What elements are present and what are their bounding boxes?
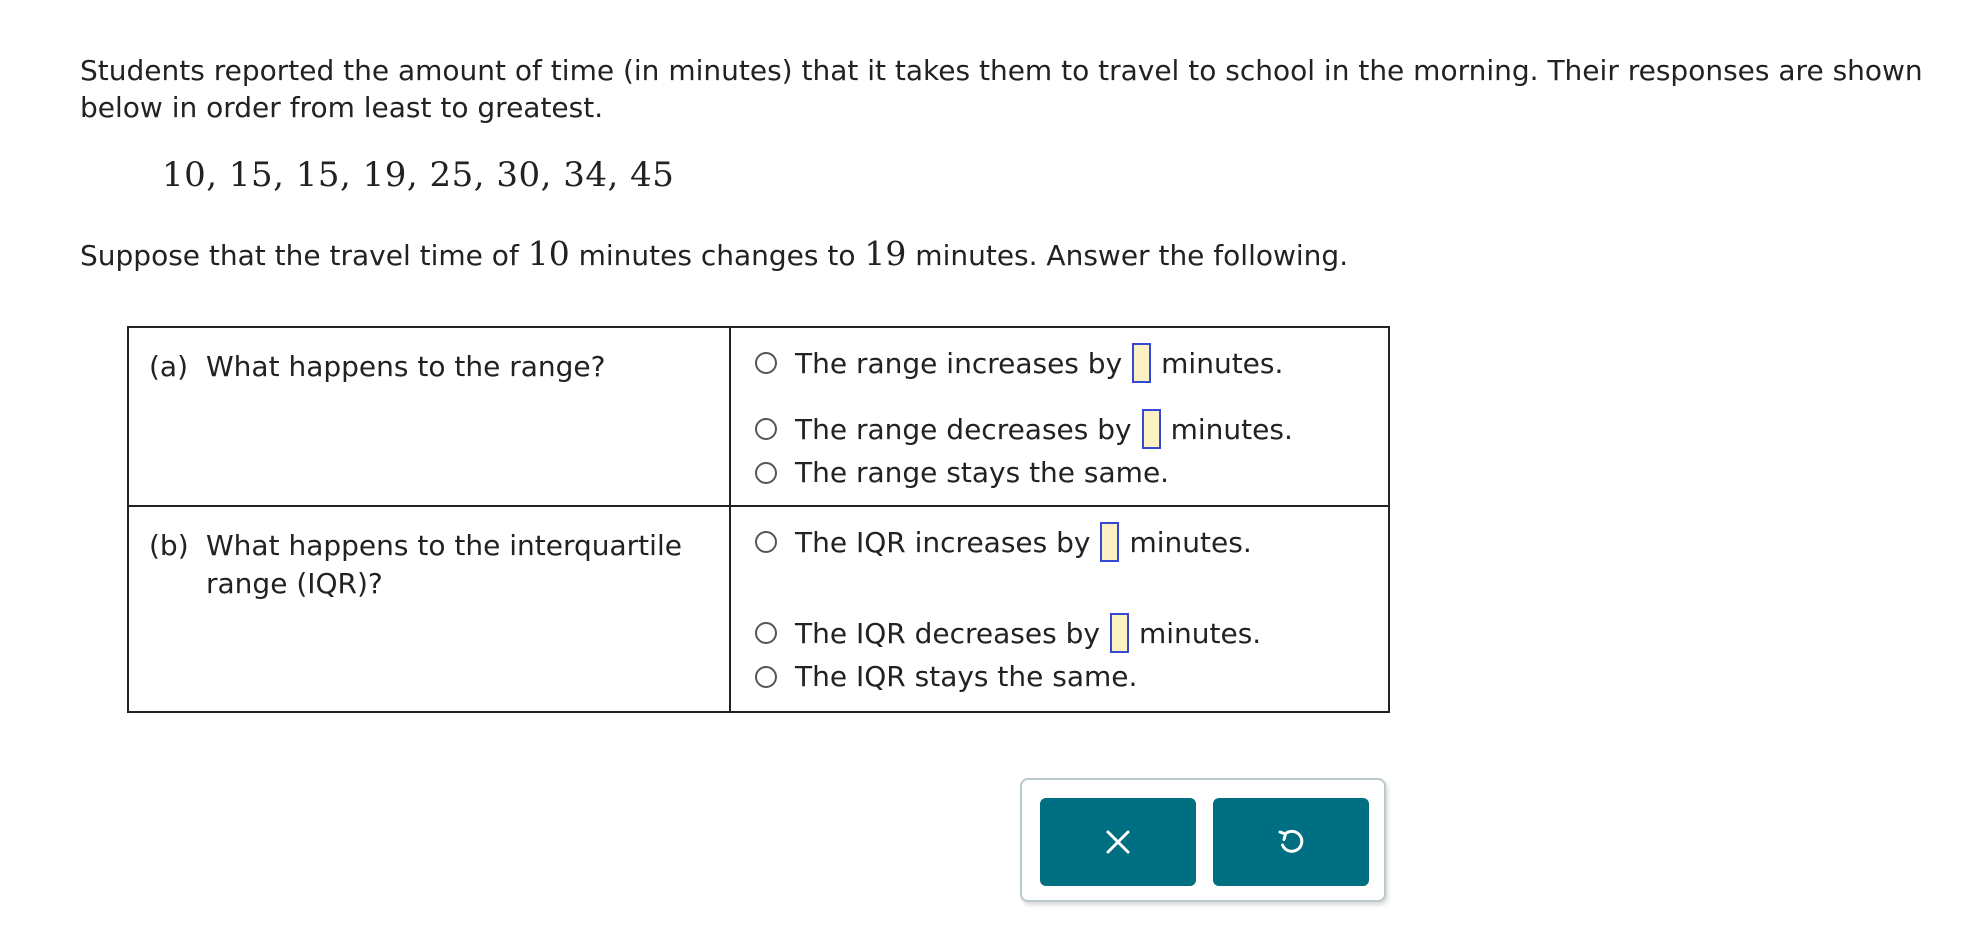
options-cell-b <box>730 506 1389 712</box>
new-value: 19 <box>864 234 907 273</box>
old-value: 10 <box>527 234 570 273</box>
option-iqr-same[interactable] <box>755 660 1137 693</box>
question-text-a: What happens to the range? <box>206 350 606 383</box>
x-icon <box>1103 827 1133 857</box>
option-iqr-decreases[interactable] <box>755 613 1261 653</box>
options-cell-a <box>730 327 1389 506</box>
option-range-decreases[interactable] <box>755 409 1293 449</box>
question-row-a <box>128 327 1389 506</box>
answer-blank-range-increase[interactable] <box>1132 343 1151 383</box>
problem-prompt <box>80 234 1348 276</box>
answer-blank-range-decrease[interactable] <box>1142 409 1161 449</box>
data-list: 10, 15, 15, 19, 25, 30, 34, 45 <box>162 155 675 195</box>
option-text: The range stays the same. <box>795 456 1170 489</box>
question-cell-b <box>128 506 730 712</box>
question-table <box>127 326 1390 713</box>
question-label-a: (a) <box>149 350 189 383</box>
clear-button[interactable] <box>1040 798 1196 886</box>
radio-button[interactable] <box>755 352 777 374</box>
answer-blank-iqr-decrease[interactable] <box>1110 613 1129 653</box>
radio-button[interactable] <box>755 418 777 440</box>
option-text: The IQR decreases by <box>795 616 1100 650</box>
question-row-b <box>128 506 1389 712</box>
radio-button[interactable] <box>755 666 777 688</box>
option-text: The IQR stays the same. <box>795 660 1138 693</box>
question-cell-a <box>128 327 730 506</box>
undo-button[interactable] <box>1213 798 1369 886</box>
action-button-panel <box>1020 778 1386 902</box>
radio-button[interactable] <box>755 462 777 484</box>
option-range-increases[interactable] <box>755 343 1283 383</box>
radio-button[interactable] <box>755 531 777 553</box>
problem-intro: Students reported the amount of time (in minutes) that it takes them to travel to school in the morning. Their responses are shown below in order from least to greatest. <box>80 54 1923 124</box>
option-text: The range increases by <box>795 346 1123 380</box>
undo-icon <box>1275 826 1307 858</box>
radio-button[interactable] <box>755 622 777 644</box>
prompt-text-1: Suppose that the travel time of <box>80 239 528 272</box>
answer-blank-iqr-increase[interactable] <box>1100 522 1119 562</box>
option-range-same[interactable] <box>755 456 1169 489</box>
question-label-b: (b) <box>149 529 189 562</box>
option-text: The range decreases by <box>795 412 1132 446</box>
option-unit: minutes. <box>1170 412 1293 446</box>
question-text-b: What happens to the interquartile range (IQR)? <box>206 529 682 600</box>
option-unit: minutes. <box>1161 346 1284 380</box>
option-unit: minutes. <box>1129 525 1252 559</box>
option-unit: minutes. <box>1138 616 1262 650</box>
prompt-text-3: minutes. Answer the following. <box>906 239 1349 272</box>
option-iqr-increases[interactable] <box>755 522 1252 562</box>
option-text: The IQR increases by <box>795 525 1091 559</box>
prompt-text-2: minutes changes to <box>569 239 865 272</box>
